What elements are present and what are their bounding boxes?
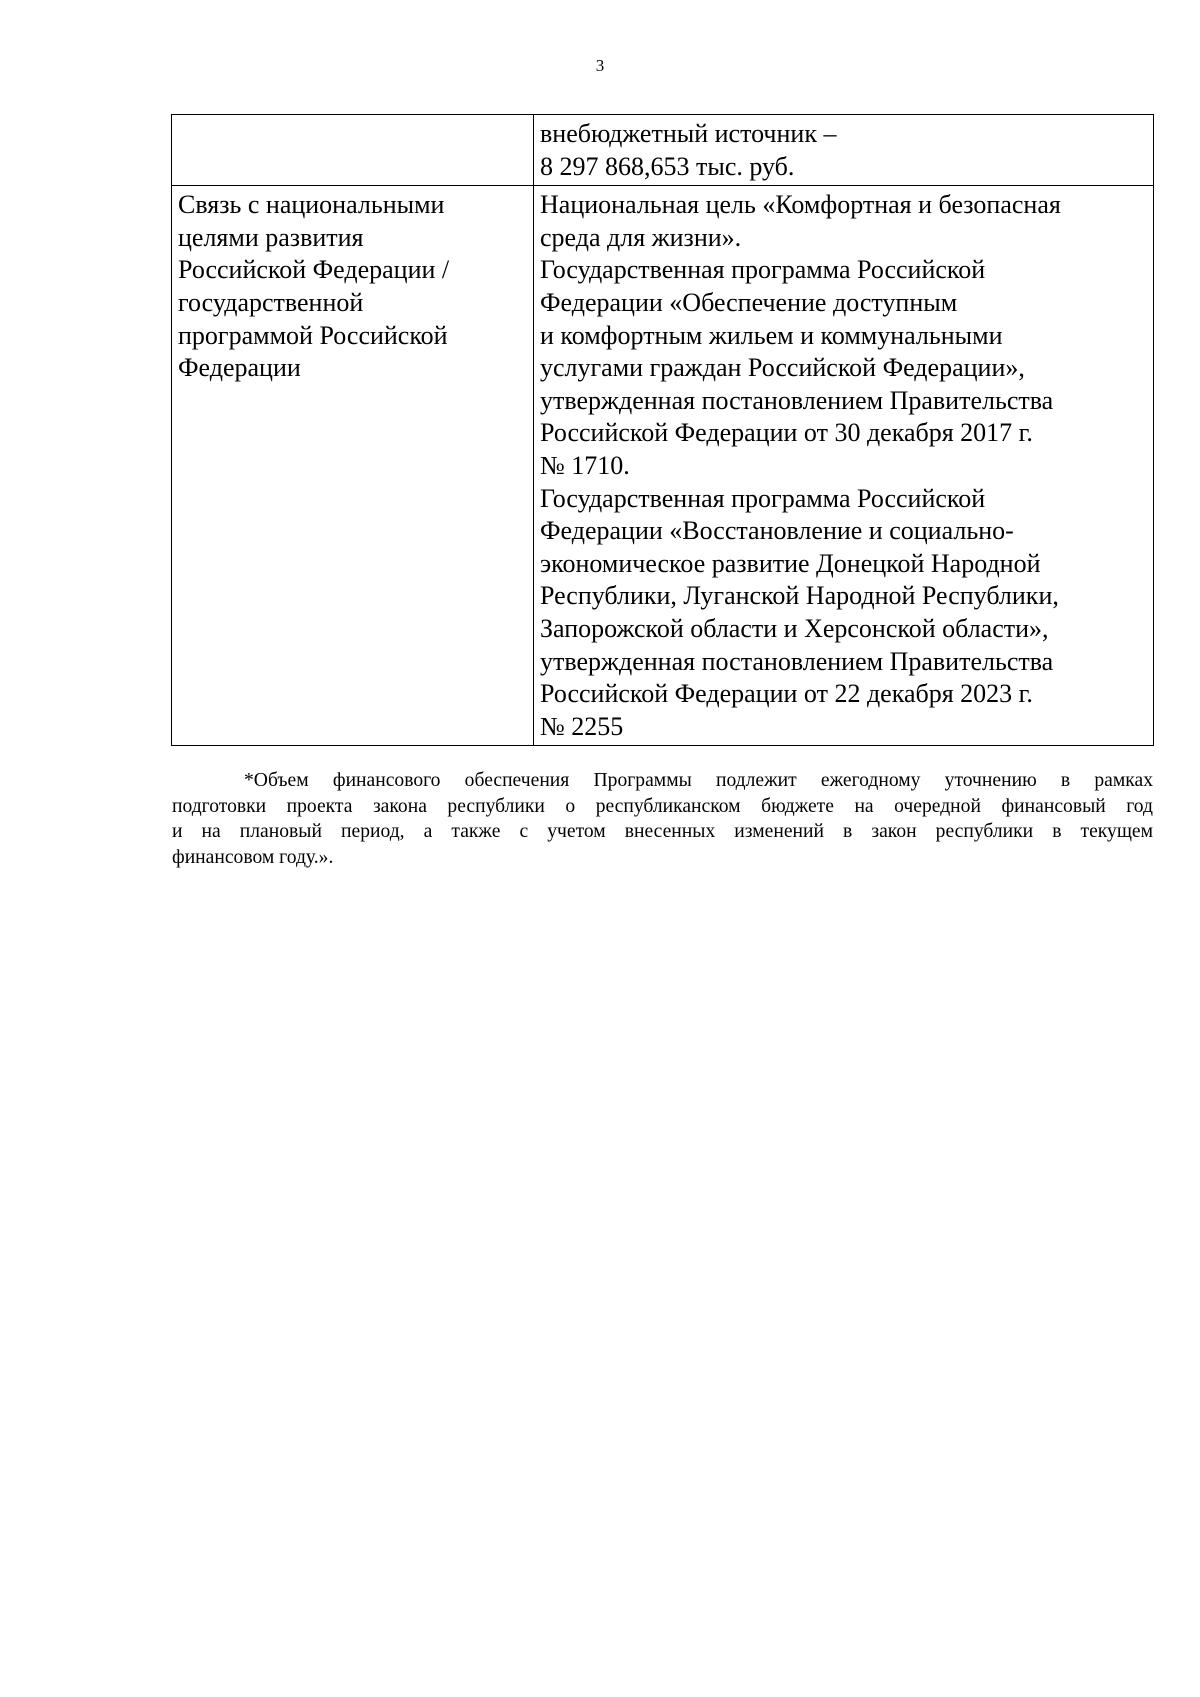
cell-text-line: Федерации «Обеспечение доступным bbox=[540, 287, 958, 317]
table-cell-value bbox=[534, 115, 1154, 186]
table-cell-value bbox=[534, 186, 1154, 746]
footnote bbox=[172, 768, 1153, 870]
footnote-line: финансовом году.». bbox=[172, 846, 334, 868]
footnote-line: и на плановый период, а также с учетом внесенных изменений в закон республики в текущем bbox=[172, 821, 1153, 842]
cell-text-line: Федерации «Восстановление и социально- bbox=[540, 516, 1014, 546]
cell-text-line: программой Российской bbox=[178, 320, 448, 350]
table-cell-label bbox=[172, 115, 534, 186]
cell-text-line: и комфортным жильем и коммунальными bbox=[540, 320, 1003, 350]
cell-text-line: 8 297 868,653 тыс. руб. bbox=[540, 151, 795, 181]
table-row-national-goals bbox=[172, 186, 1154, 746]
page-number: 3 bbox=[595, 56, 605, 75]
cell-text-line: услугами граждан Российской Федерации», bbox=[540, 353, 1025, 383]
cell-text-line: Федерации bbox=[178, 353, 301, 383]
cell-text-line: Российской Федерации / bbox=[178, 255, 450, 285]
footnote-line: *Объем финансового обеспечения Программы подлежит ежегодному уточнению в рамках bbox=[244, 770, 1153, 791]
table-row-funding bbox=[172, 115, 1154, 186]
cell-text-line: Российской Федерации от 22 декабря 2023 г. bbox=[540, 679, 1033, 709]
cell-text-line: среда для жизни». bbox=[540, 222, 742, 252]
cell-text-line: Государственная программа Российской bbox=[540, 483, 986, 513]
cell-text-line: Национальная цель «Комфортная и безопасная bbox=[540, 190, 1061, 220]
cell-text-line: Запорожской области и Херсонской области», bbox=[540, 613, 1049, 643]
cell-text-line: государственной bbox=[178, 287, 364, 317]
cell-text-line: № 2255 bbox=[540, 711, 624, 741]
cell-text-line: Российской Федерации от 30 декабря 2017 г. bbox=[540, 418, 1033, 448]
cell-text-line: внебюджетный источник – bbox=[540, 119, 837, 148]
cell-text-line: Связь с национальными bbox=[178, 190, 445, 220]
cell-text-line: № 1710. bbox=[540, 450, 630, 480]
cell-text-line: Государственная программа Российской bbox=[540, 255, 986, 285]
cell-text-line: утвержденная постановлением Правительства bbox=[540, 646, 1054, 676]
cell-text-line: экономическое развитие Донецкой Народной bbox=[540, 548, 1041, 578]
table-cell-label bbox=[172, 186, 534, 746]
cell-text-line: целями развития bbox=[178, 222, 364, 252]
footnote-line: подготовки проекта закона республики о республиканском бюджете на очередной финансовый год bbox=[172, 795, 1153, 817]
cell-text-line: утвержденная постановлением Правительства bbox=[540, 385, 1054, 415]
program-passport-table bbox=[171, 114, 1154, 746]
cell-text-line: Республики, Луганской Народной Республики, bbox=[540, 581, 1059, 611]
